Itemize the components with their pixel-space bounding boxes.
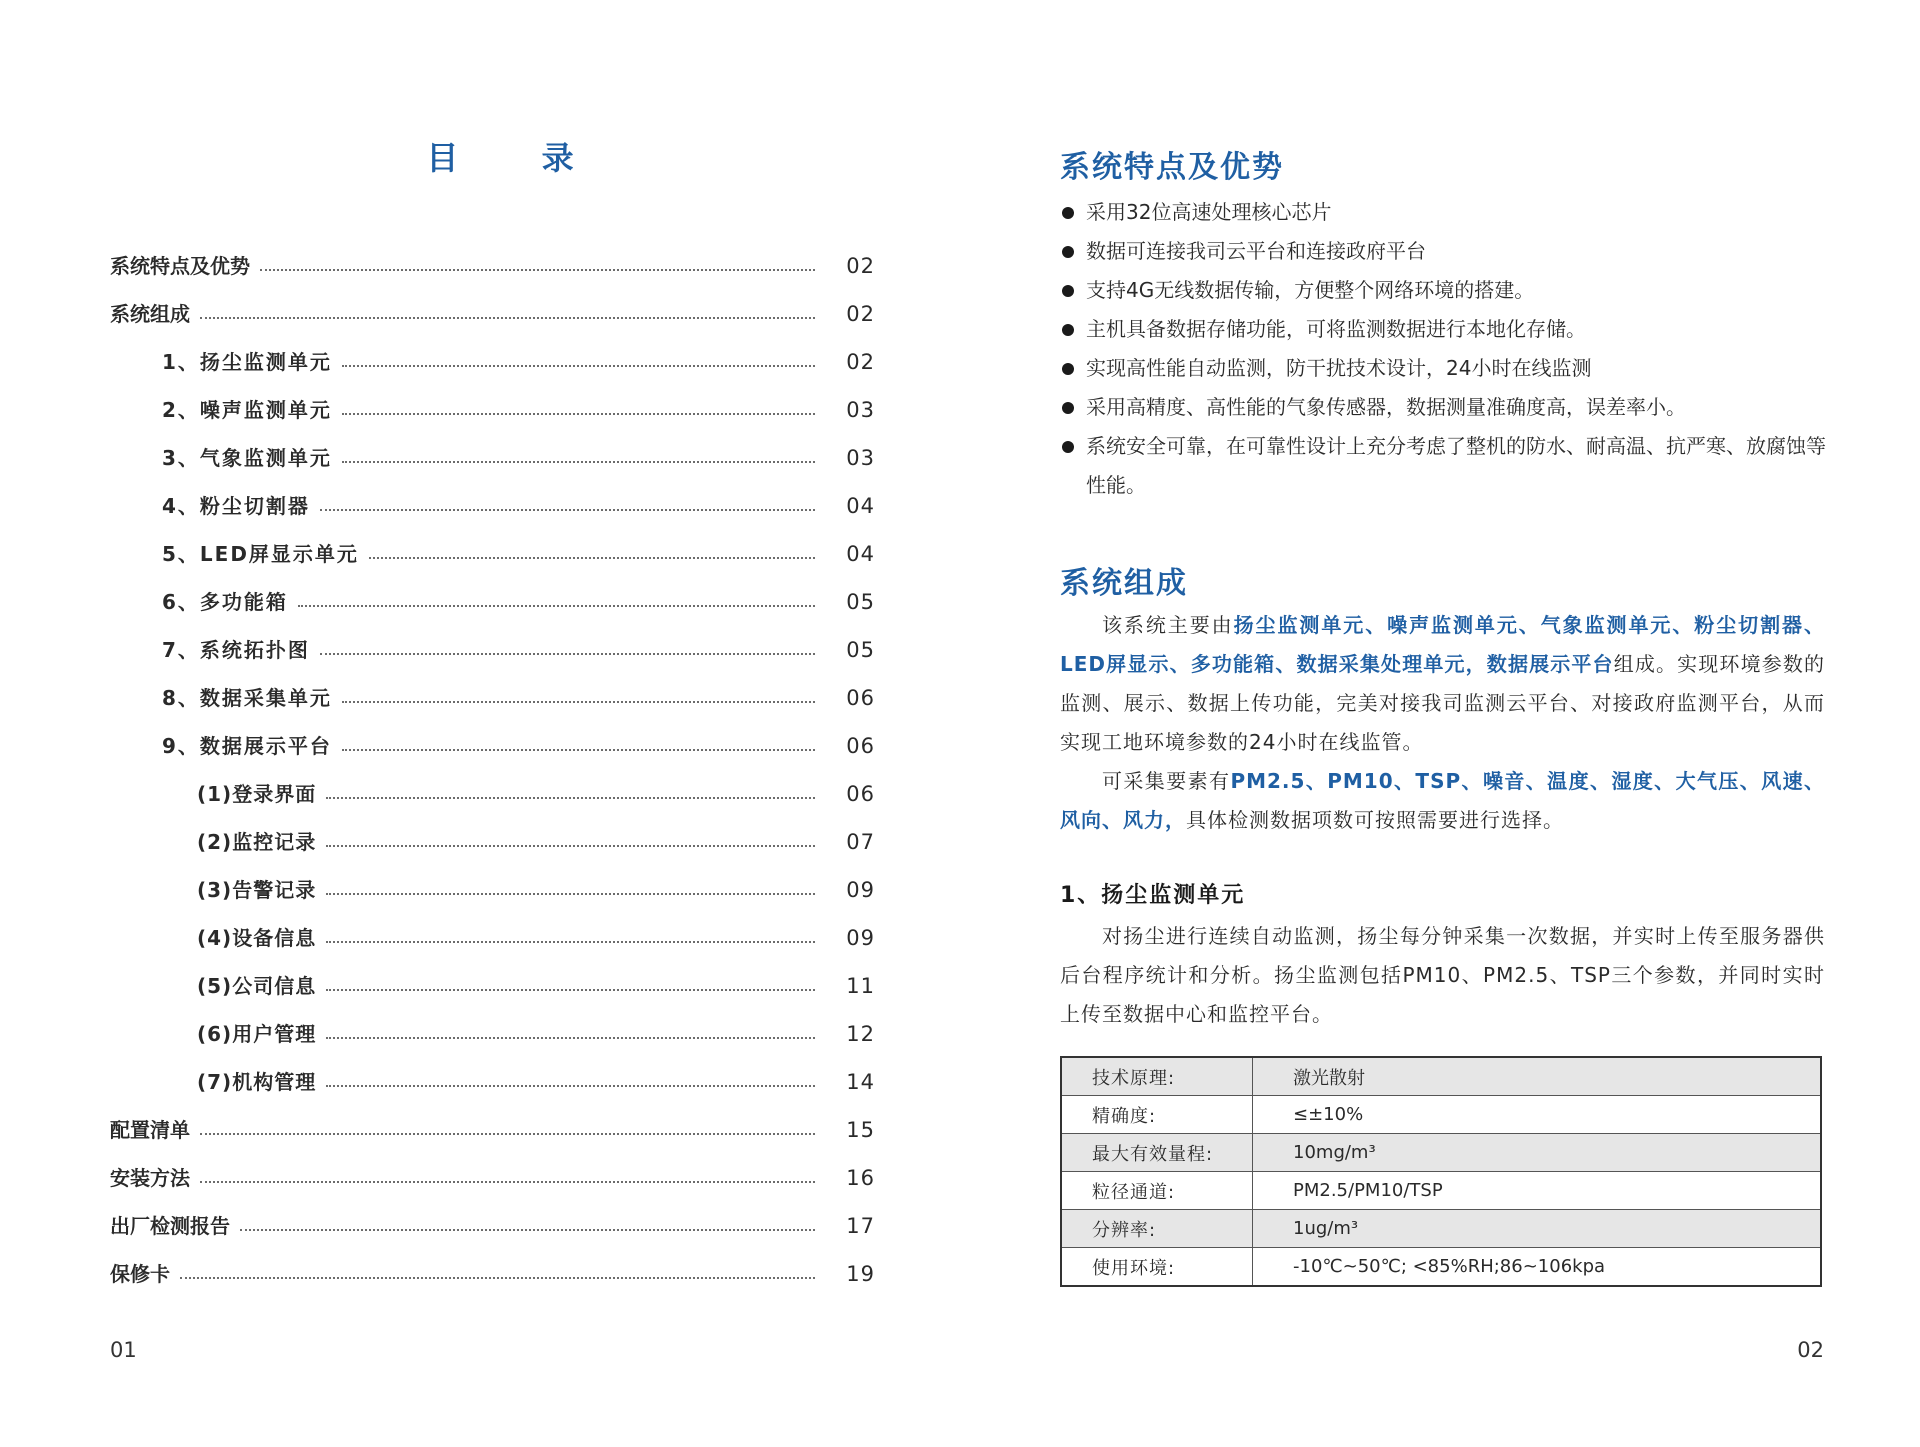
toc-leader-dots <box>320 653 815 655</box>
toc-entry-page: 02 <box>846 350 875 374</box>
toc-entry[interactable] <box>110 424 875 472</box>
composition-heading: 系统组成 <box>1060 566 1188 601</box>
toc-leader-dots <box>200 317 815 319</box>
composition-p2-post: 具体检测数据项数可按照需要进行选择。 <box>1186 808 1564 832</box>
feature-item: 支持4G无线数据传输，方便整个网络环境的搭建。 <box>1060 271 1840 310</box>
toc-list <box>110 232 875 1288</box>
toc-leader-dots <box>342 365 815 367</box>
toc-entry[interactable] <box>110 616 875 664</box>
table-row <box>1061 1057 1821 1096</box>
toc-entry[interactable] <box>110 1000 875 1048</box>
toc-entry-page: 03 <box>846 398 875 422</box>
toc-leader-dots <box>326 941 815 943</box>
toc-entry-page: 14 <box>846 1070 875 1094</box>
toc-entry-page: 16 <box>846 1166 875 1190</box>
toc-leader-dots <box>200 1133 815 1135</box>
toc-leader-dots <box>326 1037 815 1039</box>
features-heading: 系统特点及优势 <box>1060 150 1284 185</box>
toc-entry-page: 15 <box>846 1118 875 1142</box>
spec-key: 分辨率: <box>1061 1210 1253 1248</box>
toc-entry[interactable] <box>110 904 875 952</box>
toc-entry[interactable] <box>110 568 875 616</box>
toc-entry[interactable] <box>110 520 875 568</box>
toc-entry[interactable] <box>110 952 875 1000</box>
toc-entry-label: 系统特点及优势 <box>110 254 250 278</box>
spec-value: 1ug/m³ <box>1253 1210 1822 1248</box>
toc-leader-dots <box>326 893 815 895</box>
toc-entry-page: 09 <box>846 926 875 950</box>
feature-item: 实现高性能自动监测，防干扰技术设计，24小时在线监测 <box>1060 349 1840 388</box>
spec-value: ≤±10% <box>1253 1096 1822 1134</box>
toc-entry-label: 4、粉尘切割器 <box>162 494 310 518</box>
toc-entry-label: 9、数据展示平台 <box>162 734 332 758</box>
toc-leader-dots <box>298 605 815 607</box>
feature-item: 采用高精度、高性能的气象传感器，数据测量准确度高，误差率小。 <box>1060 388 1840 427</box>
spec-value: 10mg/m³ <box>1253 1134 1822 1172</box>
feature-item: 系统安全可靠，在可靠性设计上充分考虑了整机的防水、耐高温、抗严寒、放腐蚀等性能。 <box>1060 427 1840 505</box>
toc-leader-dots <box>342 701 815 703</box>
toc-entry-label: (3)告警记录 <box>197 878 317 902</box>
toc-entry[interactable] <box>110 1192 875 1240</box>
toc-leader-dots <box>320 509 815 511</box>
toc-entry-label: 8、数据采集单元 <box>162 686 332 710</box>
toc-entry-page: 17 <box>846 1214 875 1238</box>
spec-key: 使用环境: <box>1061 1248 1253 1287</box>
composition-p1-pre: 该系统主要由 <box>1102 613 1234 637</box>
toc-entry-page: 03 <box>846 446 875 470</box>
dust-unit-heading: 1、扬尘监测单元 <box>1060 883 1246 908</box>
toc-entry-label: 安装方法 <box>110 1166 190 1190</box>
toc-entry[interactable] <box>110 280 875 328</box>
feature-item: 数据可连接我司云平台和连接政府平台 <box>1060 232 1840 271</box>
toc-entry-label: (2)监控记录 <box>197 830 317 854</box>
toc-entry-label: 7、系统拓扑图 <box>162 638 310 662</box>
toc-entry-label: (5)公司信息 <box>197 974 317 998</box>
feature-item: 主机具备数据存储功能，可将监测数据进行本地化存储。 <box>1060 310 1840 349</box>
toc-entry[interactable] <box>110 1048 875 1096</box>
toc-entry-label: (7)机构管理 <box>197 1070 317 1094</box>
composition-paragraph-2 <box>1060 762 1825 840</box>
composition-p2-pre: 可采集要素有 <box>1102 769 1231 793</box>
toc-entry-label: 配置清单 <box>110 1118 190 1142</box>
toc-leader-dots <box>342 749 815 751</box>
toc-entry-page: 05 <box>846 590 875 614</box>
toc-entry[interactable] <box>110 808 875 856</box>
toc-leader-dots <box>326 1085 815 1087</box>
toc-entry[interactable] <box>110 472 875 520</box>
toc-entry-label: (1)登录界面 <box>197 782 317 806</box>
spec-key: 最大有效量程: <box>1061 1134 1253 1172</box>
toc-entry[interactable] <box>110 232 875 280</box>
toc-entry[interactable] <box>110 712 875 760</box>
spec-key: 精确度: <box>1061 1096 1253 1134</box>
toc-entry-page: 06 <box>846 734 875 758</box>
composition-p1-post: 组成。实现环境参数的监测、展示、数据上传功能，完美对接我司监测云平台、对接政府监测平台，从而实现工地环境参数的24小时在线监管。 <box>1060 652 1826 754</box>
toc-entry-page: 02 <box>846 302 875 326</box>
spec-value: -10℃~50℃; <85%RH;86~106kpa <box>1253 1248 1822 1287</box>
toc-entry[interactable] <box>110 1144 875 1192</box>
toc-entry[interactable] <box>110 1096 875 1144</box>
toc-leader-dots <box>260 269 815 271</box>
toc-leader-dots <box>342 461 815 463</box>
toc-entry-page: 12 <box>846 1022 875 1046</box>
composition-paragraph-1 <box>1060 606 1825 762</box>
toc-entry[interactable] <box>110 664 875 712</box>
table-row <box>1061 1248 1821 1287</box>
toc-entry-label: 出厂检测报告 <box>110 1214 230 1238</box>
toc-leader-dots <box>326 989 815 991</box>
spec-value: PM2.5/PM10/TSP <box>1253 1172 1822 1210</box>
toc-leader-dots <box>369 557 815 559</box>
toc-entry-label: 2、噪声监测单元 <box>162 398 332 422</box>
toc-leader-dots <box>326 797 815 799</box>
composition-p1-highlight: 扬尘监测单元、噪声监测单元、气象监测单元、粉尘切割器、LED屏显示、多功能箱、数据采集处理单元，数据展示平台 <box>1060 613 1825 676</box>
table-row <box>1061 1210 1821 1248</box>
feature-item: 采用32位高速处理核心芯片 <box>1060 193 1840 232</box>
toc-entry-page: 06 <box>846 782 875 806</box>
toc-entry-label: 6、多功能箱 <box>162 590 288 614</box>
toc-leader-dots <box>180 1277 815 1279</box>
toc-entry-label: 1、扬尘监测单元 <box>162 350 332 374</box>
toc-entry-page: 11 <box>846 974 875 998</box>
toc-leader-dots <box>342 413 815 415</box>
toc-entry-label: 5、LED屏显示单元 <box>162 542 359 566</box>
toc-entry-label: (6)用户管理 <box>197 1022 317 1046</box>
toc-entry[interactable] <box>110 1240 875 1288</box>
toc-title: 目 录 <box>426 139 610 177</box>
dust-spec-table <box>1060 1056 1822 1287</box>
toc-entry[interactable] <box>110 856 875 904</box>
toc-entry-label: (4)设备信息 <box>197 926 317 950</box>
toc-entry[interactable] <box>110 376 875 424</box>
table-row <box>1061 1096 1821 1134</box>
toc-entry-page: 07 <box>846 830 875 854</box>
spec-key: 粒径通道: <box>1061 1172 1253 1210</box>
toc-entry-page: 02 <box>846 254 875 278</box>
toc-entry-label: 3、气象监测单元 <box>162 446 332 470</box>
spec-key: 技术原理: <box>1061 1057 1253 1096</box>
toc-entry[interactable] <box>110 328 875 376</box>
toc-entry-page: 19 <box>846 1262 875 1286</box>
table-row <box>1061 1172 1821 1210</box>
toc-entry-page: 04 <box>846 494 875 518</box>
dust-unit-description: 对扬尘进行连续自动监测，扬尘每分钟采集一次数据，并实时上传至服务器供后台程序统计和分析。扬尘监测包括PM10、PM2.5、TSP三个参数，并同时实时上传至数据中心和监控平台。 <box>1060 924 1825 1026</box>
toc-entry-page: 05 <box>846 638 875 662</box>
toc-leader-dots <box>240 1229 815 1231</box>
toc-entry-page: 04 <box>846 542 875 566</box>
toc-entry-label: 保修卡 <box>110 1262 170 1286</box>
page-number-right: 02 <box>1797 1338 1824 1362</box>
toc-entry[interactable] <box>110 760 875 808</box>
toc-entry-page: 09 <box>846 878 875 902</box>
table-row <box>1061 1134 1821 1172</box>
spec-value: 激光散射 <box>1253 1057 1822 1096</box>
features-list <box>1060 193 1840 505</box>
toc-entry-label: 系统组成 <box>110 302 190 326</box>
toc-entry-page: 06 <box>846 686 875 710</box>
toc-leader-dots <box>200 1181 815 1183</box>
right-page <box>960 0 1920 1447</box>
composition-p2-highlight: PM2.5、PM10、TSP、噪音、温度、湿度、大气压、风速、风向、风力， <box>1060 769 1826 832</box>
toc-leader-dots <box>326 845 815 847</box>
page-number-left: 01 <box>110 1338 137 1362</box>
